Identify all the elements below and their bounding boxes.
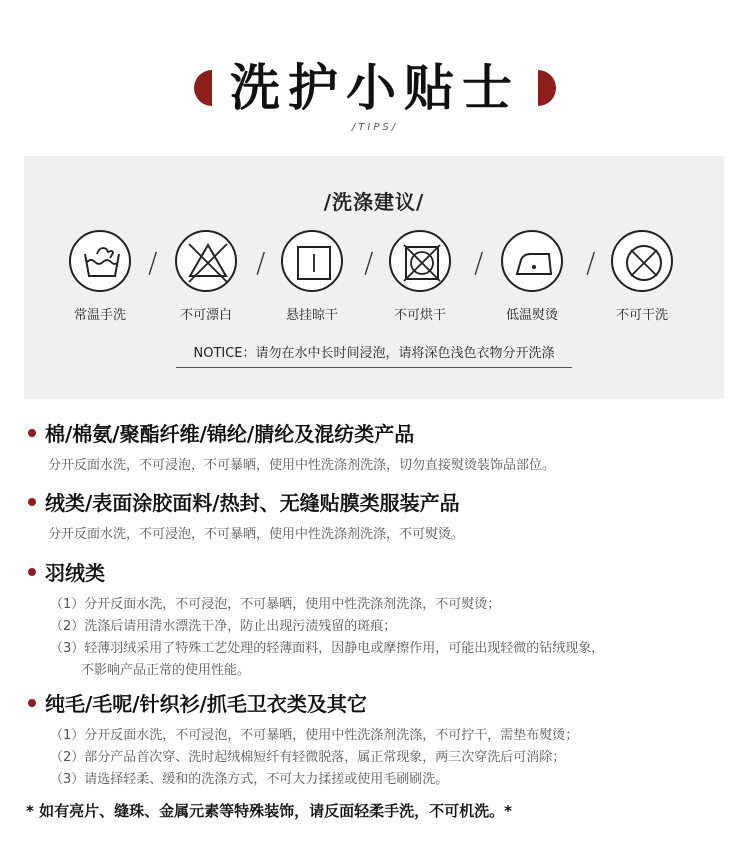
separator-slash: / (148, 246, 158, 279)
section-title: 纯毛/毛呢/针织衫/抓毛卫衣类及其它 (45, 692, 367, 716)
care-item-no-tumble-dry (374, 230, 466, 323)
low-iron-icon (501, 230, 563, 292)
section-heading (28, 557, 728, 586)
bullet-dot (28, 568, 36, 576)
no-bleach-icon (175, 230, 237, 292)
no-dry-clean-icon (611, 230, 673, 292)
separator-slash: / (586, 246, 596, 279)
panel-title: /洗涤建议/ (323, 190, 425, 214)
section-heading (28, 418, 728, 447)
section-body: 分开反面水洗，不可浸泡，不可暴晒，使用中性洗涤剂洗涤，切勿直接熨烫装饰品部位。 (48, 458, 556, 473)
title-left-ornament (194, 70, 212, 106)
bullet-dot (28, 699, 36, 707)
list-item: （3）请选择轻柔、缓和的洗涤方式，不可大力揉搓或使用毛刷刷洗。 (50, 772, 449, 787)
footer-note: * 如有亮片、缝珠、金属元素等特殊装饰，请反面轻柔手洗，不可机洗。* (26, 802, 512, 820)
list-item: （2）洗涤后请用清水漂洗干净，防止出现污渍残留的斑痕； (50, 619, 397, 634)
list-item: （3）轻薄羽绒采用了特殊工艺处理的轻薄面料，因静电或摩擦作用，可能出现轻微的钻绒现象， (50, 641, 605, 656)
hand-wash-icon (69, 230, 131, 292)
care-item-line-dry (266, 230, 358, 323)
list-item: （1）分开反面水洗，不可浸泡，不可暴晒，使用中性洗涤剂洗涤，不可熨烫； (50, 597, 501, 612)
care-item-hand-wash (54, 230, 146, 323)
section-velvet (28, 487, 728, 546)
care-label: 悬挂晾干 (285, 308, 338, 323)
bullet-dot (28, 498, 36, 506)
separator-slash: / (474, 246, 484, 279)
care-label: 不可漂白 (179, 308, 232, 323)
section-list (50, 594, 728, 682)
list-item: （2）部分产品首次穿、洗时起绒棉短纤有轻微脱落，属正常现象，两三次穿洗后可消除； (50, 750, 566, 765)
title-right-ornament (538, 70, 556, 106)
section-heading (28, 688, 728, 717)
section-title: 羽绒类 (45, 561, 105, 585)
separator-slash: / (364, 246, 374, 279)
care-panel (24, 156, 724, 399)
care-item-no-dry-clean (596, 230, 688, 323)
separator-slash: / (256, 246, 266, 279)
section-wool (28, 688, 728, 791)
bullet-dot (28, 429, 36, 437)
section-cotton (28, 418, 728, 477)
section-down (28, 557, 728, 682)
section-title: 棉/棉氨/聚酯纤维/锦纶/腈纶及混纺类产品 (45, 422, 415, 446)
no-tumble-dry-icon (389, 230, 451, 292)
line-dry-icon (281, 230, 343, 292)
section-title: 绒类/表面涂胶面料/热封、无缝贴膜类服装产品 (45, 491, 460, 515)
care-item-low-iron (486, 230, 578, 323)
care-label: 低温熨烫 (505, 308, 558, 323)
list-item-continuation: 不影响产品正常的使用性能。 (81, 663, 251, 678)
section-heading (28, 487, 728, 516)
care-label: 常温手洗 (73, 308, 126, 323)
title-row (0, 56, 750, 120)
section-body: 分开反面水洗，不可浸泡，不可暴晒，使用中性洗涤剂洗涤，不可熨烫。 (48, 527, 465, 542)
page-title: 洗护小贴士 (230, 59, 520, 117)
care-label: 不可干洗 (615, 308, 668, 323)
tips-subtitle: /TIPS/ (351, 122, 399, 133)
care-label: 不可烘干 (393, 308, 446, 323)
list-item: （1）分开反面水洗，不可浸泡，不可暴晒，使用中性洗涤剂洗涤，不可拧干，需垫布熨烫； (50, 728, 579, 743)
section-list (50, 725, 728, 791)
notice-text: NOTICE：请勿在水中长时间浸泡，请将深色浅色衣物分开洗涤 (176, 342, 572, 368)
care-item-no-bleach (160, 230, 252, 323)
